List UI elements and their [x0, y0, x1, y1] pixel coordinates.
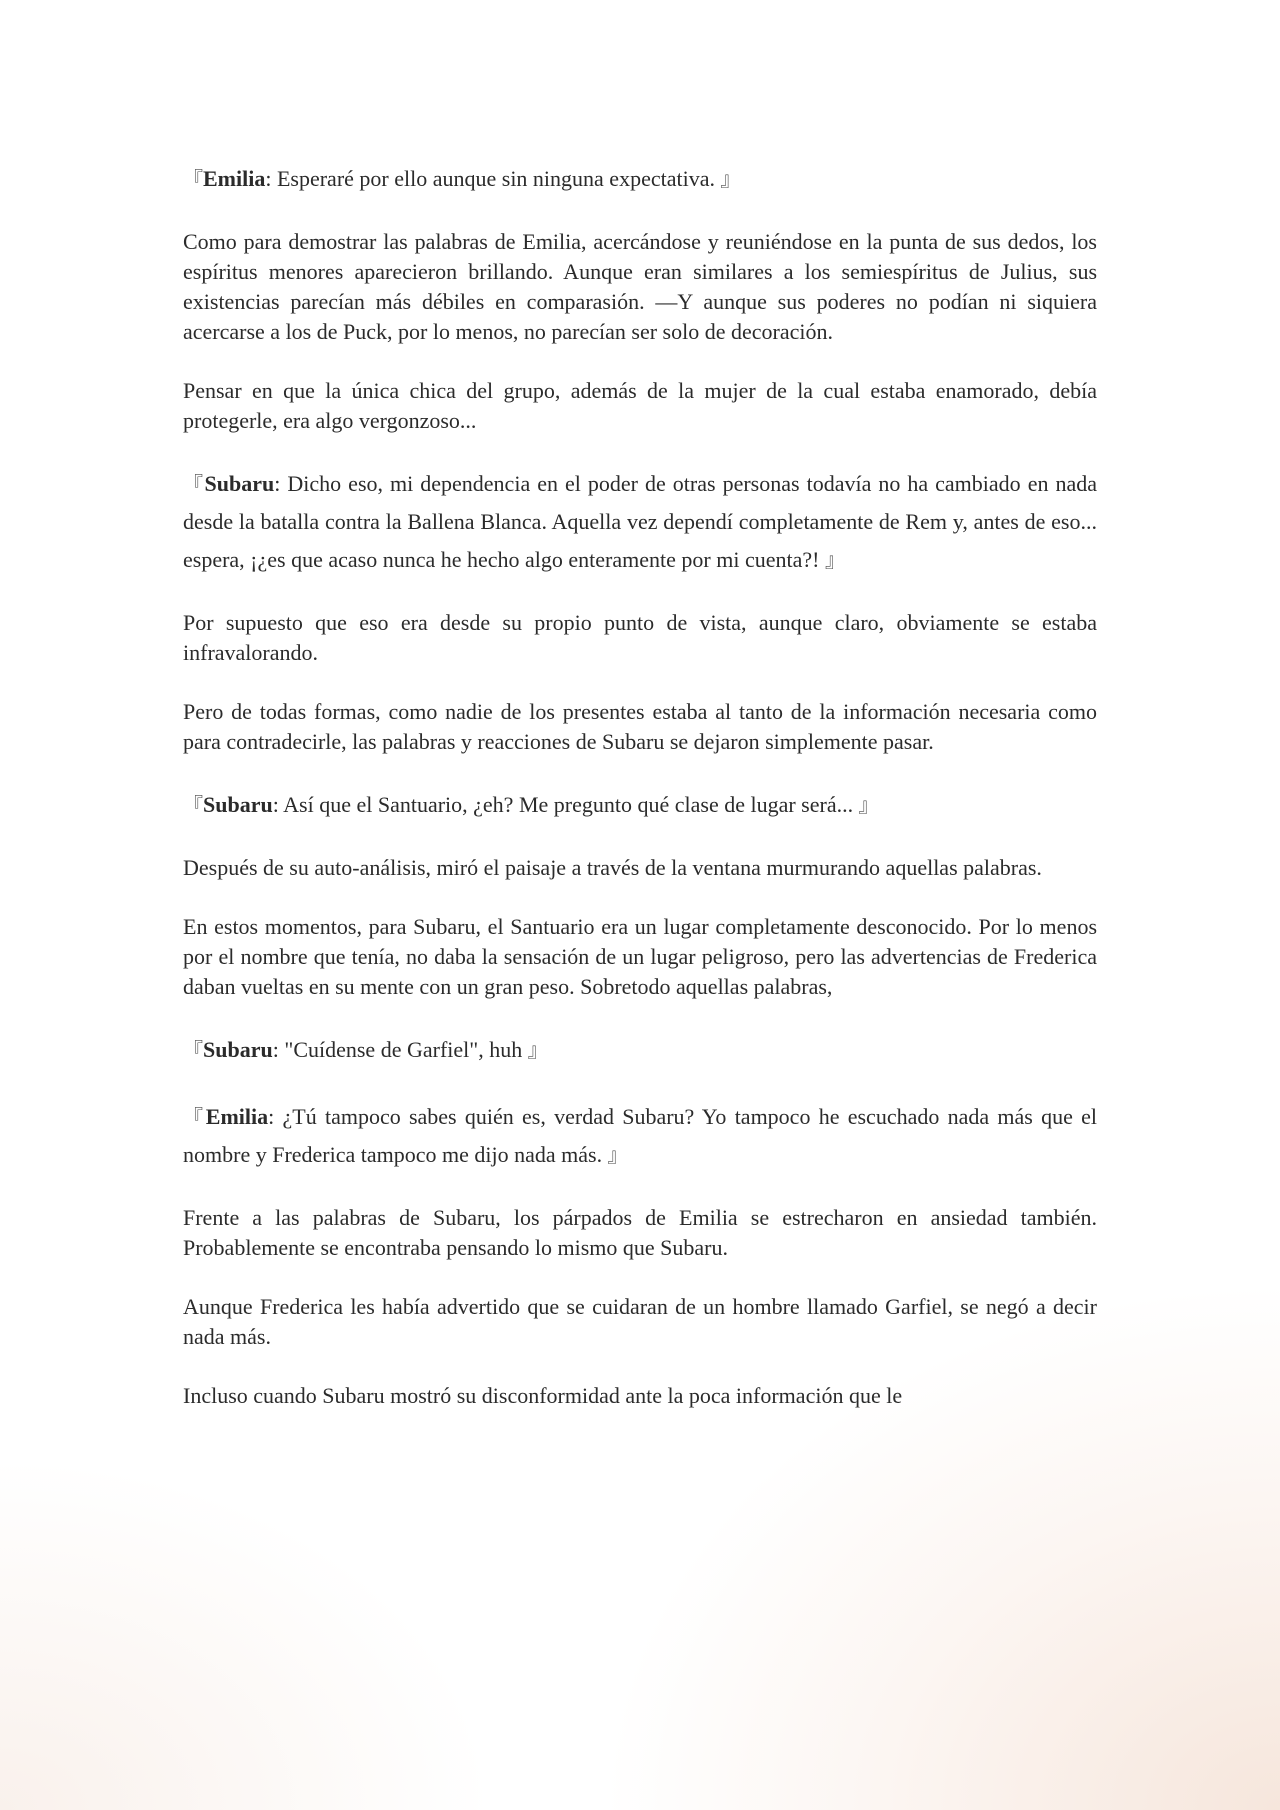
- speaker-name: Emilia: [205, 1104, 269, 1129]
- speaker-separator: :: [272, 1037, 279, 1062]
- document-page: [183, 160, 1097, 1440]
- open-quote-bracket: 『: [183, 167, 203, 191]
- paragraph: Como para demostrar las palabras de Emilia, acercándose y reuniéndose en la punta de sus dedos, los espíritus menores aparecieron brillando. Aunque eran similares a los semiespíritus de Julius, sus existencias parecían más débiles en comparasión. —Y aunque sus poderes no podían ni siquiera acercarse a los de Puck, por lo menos, no parecían ser solo de decoración.: [183, 229, 1097, 344]
- speaker-name: Subaru: [203, 792, 273, 817]
- open-quote-bracket: 『: [183, 1038, 203, 1062]
- dialog-subaru-2: [183, 786, 1097, 824]
- paragraph: En estos momentos, para Subaru, el Santuario era un lugar completamente desconocido. Por lo menos por el nombre que tenía, no daba la sensación de un lugar peligroso, pero las advertencias de Frederica daban vueltas en su mente con un gran peso. Sobretodo aquellas palabras,: [183, 914, 1097, 999]
- dialog-text: Esperaré por ello aunque sin ninguna expectativa.: [271, 166, 721, 191]
- dialog-text: ¿Tú tampoco sabes quién es, verdad Subaru? Yo tampoco he escuchado nada más que el nombre y Frederica tampoco me dijo nada más.: [183, 1104, 1097, 1167]
- dialog-text: "Cuídense de Garfiel", huh: [278, 1037, 528, 1062]
- open-quote-bracket: 『: [183, 793, 203, 817]
- paragraph: Aunque Frederica les había advertido que se cuidaran de un hombre llamado Garfiel, se negó a decir nada más.: [183, 1294, 1097, 1349]
- speaker-name: Emilia: [203, 166, 266, 191]
- speaker-separator: :: [272, 792, 279, 817]
- paragraph: Pero de todas formas, como nadie de los presentes estaba al tanto de la información necesaria como para contradecirle, las palabras y reacciones de Subaru se dejaron simplemente pasar.: [183, 699, 1097, 754]
- dialog-emilia-2: [183, 1098, 1097, 1174]
- dialog-subaru-3: [183, 1031, 1097, 1069]
- dialog-subaru-1: [183, 465, 1097, 579]
- dialog-text: Dicho eso, mi dependencia en el poder de otras personas todavía no ha cambiado en nada desde la batalla contra la Ballena Blanca. Aquella vez dependí completamente de Rem y, antes de eso... espera, ¡¿es que acaso nunca he hecho algo enteramente por mi cuenta?!: [183, 471, 1098, 572]
- dialog-text: Así que el Santuario, ¿eh? Me pregunto qué clase de lugar será...: [278, 792, 859, 817]
- open-quote-bracket: 『: [183, 472, 205, 496]
- speaker-separator: :: [265, 166, 272, 191]
- speaker-separator: :: [268, 1104, 275, 1129]
- paragraph: Por supuesto que eso era desde su propio punto de vista, aunque claro, obviamente se estaba infravalorando.: [183, 610, 1097, 665]
- close-quote-bracket: 』: [527, 1038, 548, 1062]
- paragraph: Frente a las palabras de Subaru, los párpados de Emilia se estrecharon en ansiedad también. Probablemente se encontraba pensando lo mismo que Subaru.: [183, 1205, 1097, 1260]
- paragraph: Pensar en que la única chica del grupo, además de la mujer de la cual estaba enamorado, debía protegerle, era algo vergonzoso...: [183, 378, 1097, 433]
- paragraph: Después de su auto-análisis, miró el paisaje a través de la ventana murmurando aquellas palabras.: [183, 855, 1042, 880]
- open-quote-bracket: 『: [183, 1105, 206, 1129]
- close-quote-bracket: 』: [607, 1143, 628, 1167]
- speaker-separator: :: [274, 471, 281, 496]
- speaker-name: Subaru: [204, 471, 275, 496]
- speaker-name: Subaru: [203, 1037, 273, 1062]
- close-quote-bracket: 』: [824, 548, 845, 572]
- dialog-emilia-1: [183, 160, 1097, 198]
- close-quote-bracket: 』: [720, 167, 741, 191]
- close-quote-bracket: 』: [858, 793, 879, 817]
- paragraph: Incluso cuando Subaru mostró su disconformidad ante la poca información que le: [183, 1383, 903, 1408]
